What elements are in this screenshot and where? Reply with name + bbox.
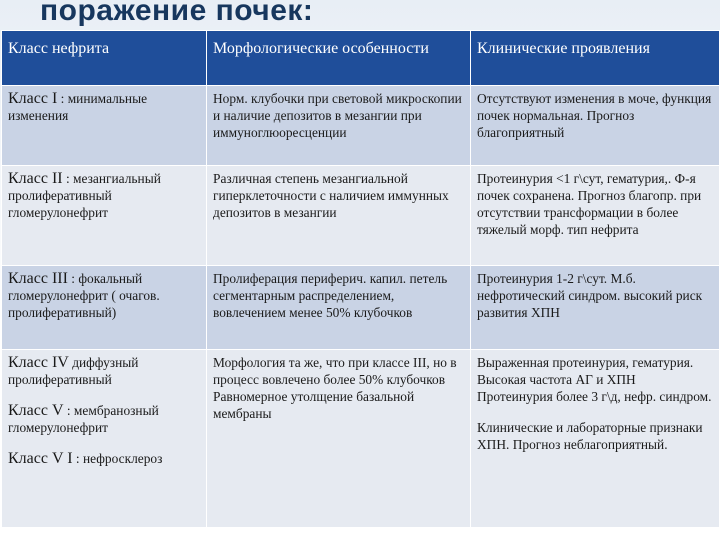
clinical-cell xyxy=(471,350,720,528)
class-iv xyxy=(8,354,200,388)
class-cell xyxy=(2,86,207,166)
class-name: Класс V xyxy=(8,402,64,419)
class-vi xyxy=(8,450,200,467)
morphology-text: Равномерное утолщение базальной мембраны xyxy=(213,389,415,421)
class-cell xyxy=(2,166,207,266)
class-v xyxy=(8,402,200,436)
nephritis-classification-table xyxy=(1,30,720,528)
class-name: Класс IV xyxy=(8,354,69,371)
table-row xyxy=(2,266,720,350)
table-row xyxy=(2,350,720,528)
class-description: : мембранозный гломерулонефрит xyxy=(8,403,159,435)
class-description: диффузный пролиферативный xyxy=(8,355,139,387)
header-morphology: Морфологические особенности xyxy=(207,31,471,86)
clinical-cell: Протеинурия <1 г\сут, гематурия,. Ф-я почек сохранена. Прогноз благопр. при отсутствии трансформации в более тяжелый морф. тип нефрита xyxy=(471,166,720,266)
morphology-cell xyxy=(207,350,471,528)
morphology-cell: Норм. клубочки при световой микроскопии и наличие депозитов в мезангии при иммуноглюоресценции xyxy=(207,86,471,166)
table-row xyxy=(2,86,720,166)
header-class: Класс нефрита xyxy=(2,31,207,86)
header-clinical: Клинические проявления xyxy=(471,31,720,86)
clinical-cell: Отсутствуют изменения в моче, функция почек нормальная. Прогноз благоприятный xyxy=(471,86,720,166)
class-name: Класс III xyxy=(8,270,68,287)
class-cell xyxy=(2,266,207,350)
clinical-text: Клинические и лабораторные признаки ХПН. Прогноз неблагоприятный. xyxy=(477,420,703,452)
table-header-row xyxy=(2,31,720,86)
clinical-text: Протеинурия более 3 г\д, нефр. синдром. xyxy=(477,389,712,404)
class-name: Класс II xyxy=(8,170,63,187)
table-row xyxy=(2,166,720,266)
clinical-cell: Протеинурия 1-2 г\сут. М.б. нефротический синдром. высокий риск развития ХПН xyxy=(471,266,720,350)
class-name: Класс V I xyxy=(8,450,73,467)
morphology-cell: Пролиферация периферич. капил. петель сегментарным распределением, вовлечением менее 50% клубочков xyxy=(207,266,471,350)
clinical-text: Выраженная протеинурия, гематурия. Высокая частота АГ и ХПН xyxy=(477,355,694,387)
class-cell xyxy=(2,350,207,528)
class-description: : мезангиальный пролиферативный гломерулонефрит xyxy=(8,171,161,220)
morphology-text: Морфология та же, что при классе III, но в процесс вовлечено более 50% клубочков xyxy=(213,355,457,387)
class-name: Класс I xyxy=(8,90,58,107)
morphology-cell: Различная степень мезангиальной гиперклеточности с наличием иммунных депозитов в мезангии xyxy=(207,166,471,266)
class-description: : фокальный гломерулонефрит ( очагов. пролиферативный) xyxy=(8,271,160,320)
class-description: : нефросклероз xyxy=(72,451,163,466)
class-description: : минимальные изменения xyxy=(8,91,148,123)
slide-title: поражение почек: xyxy=(40,0,314,27)
